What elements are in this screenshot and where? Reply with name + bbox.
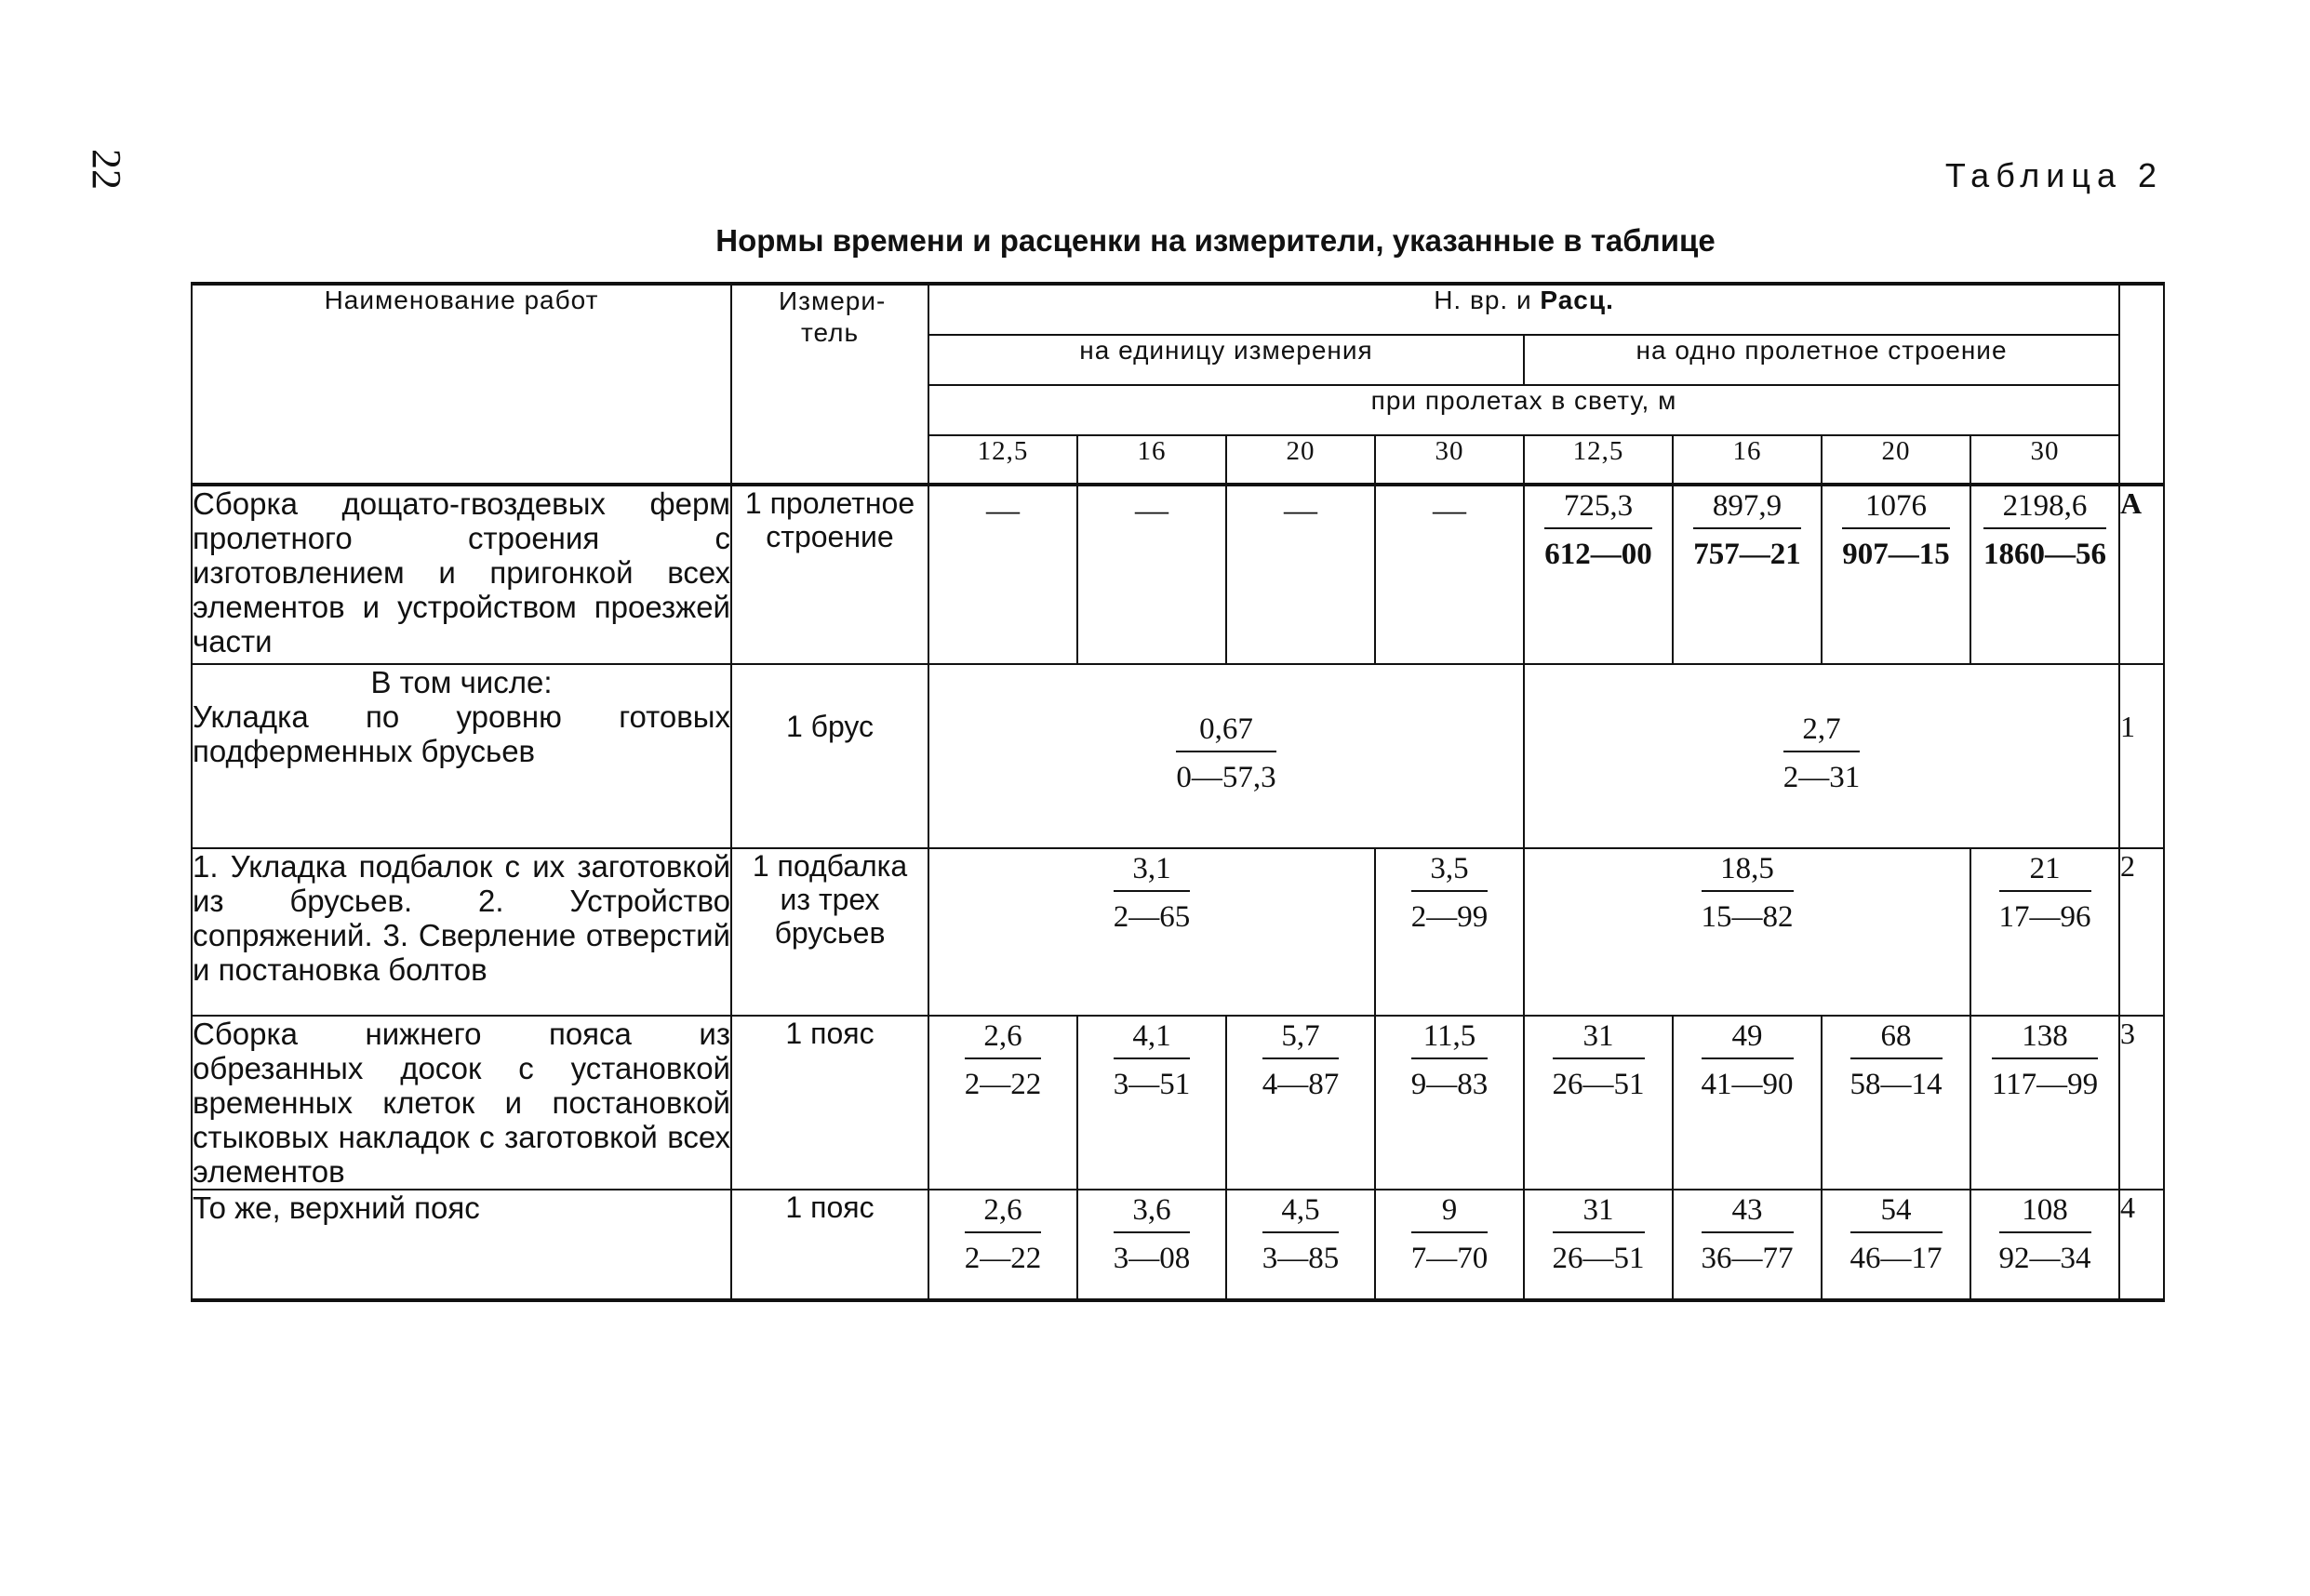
time-norm: 3,5 bbox=[1411, 849, 1489, 892]
time-norm: 108 bbox=[1999, 1190, 2091, 1233]
span-header: 20 bbox=[1822, 435, 1970, 485]
time-norm: 68 bbox=[1850, 1017, 1943, 1059]
unit-cell bbox=[731, 848, 928, 1016]
rate: 3—51 bbox=[1113, 1068, 1191, 1101]
per-unit-header: на единицу измерения bbox=[928, 335, 1524, 385]
time-norm: 54 bbox=[1850, 1190, 1943, 1233]
norm-fraction bbox=[1114, 849, 1191, 937]
time-norm: 31 bbox=[1553, 1017, 1645, 1059]
empty-dash: — bbox=[986, 491, 1020, 528]
rate: 612—00 bbox=[1544, 538, 1652, 571]
span-header: 16 bbox=[1077, 435, 1226, 485]
work-name-cell: Сборка нижнего пояса из обрезанных досок с установкой временных клеток и постановкой стыковых накладок с заготовкой всех элементов bbox=[193, 1017, 730, 1189]
empty-dash: — bbox=[1433, 491, 1466, 528]
rate: 17—96 bbox=[1998, 900, 2091, 934]
norm-fraction bbox=[1553, 1017, 1645, 1104]
work-name-header: Наименование работ bbox=[192, 284, 731, 485]
norm-fraction bbox=[1992, 1017, 2098, 1104]
rate: 3—08 bbox=[1113, 1242, 1191, 1275]
span-header: 30 bbox=[1375, 435, 1524, 485]
norm-fraction bbox=[1850, 1190, 1943, 1278]
table-row bbox=[192, 1016, 2164, 1190]
hv-header-bold: Расц. bbox=[1540, 286, 1614, 314]
norm-fraction bbox=[1983, 486, 2106, 574]
value-cell bbox=[1226, 1016, 1375, 1190]
table-row bbox=[192, 664, 2164, 848]
time-norm: 49 bbox=[1702, 1017, 1794, 1059]
rate: 117—99 bbox=[1991, 1068, 2099, 1101]
norm-fraction bbox=[1544, 486, 1652, 574]
time-norm: 9 bbox=[1411, 1190, 1489, 1233]
header-row-1 bbox=[192, 284, 2164, 335]
row-mark: А bbox=[2119, 485, 2164, 664]
norm-fraction bbox=[1553, 1190, 1645, 1278]
unit-text: 1 подбалка из трех брусьев bbox=[752, 849, 908, 950]
table-label: Таблица 2 bbox=[1944, 156, 2163, 194]
time-norm: 2,7 bbox=[1783, 710, 1861, 752]
rate: 26—51 bbox=[1552, 1242, 1645, 1275]
norm-fraction bbox=[1411, 1017, 1489, 1104]
rate: 15—82 bbox=[1701, 900, 1794, 934]
work-name-cell: То же, верхний пояс bbox=[192, 1190, 731, 1300]
value-cell bbox=[1822, 1190, 1970, 1300]
norm-fraction bbox=[1783, 710, 1861, 797]
empty-dash: — bbox=[1135, 491, 1168, 528]
norm-fraction bbox=[1411, 1190, 1489, 1278]
time-norm: 2,6 bbox=[965, 1190, 1042, 1233]
norm-fraction bbox=[1702, 1190, 1794, 1278]
rate: 2—22 bbox=[964, 1242, 1042, 1275]
hv-header bbox=[928, 284, 2119, 335]
time-norm: 4,1 bbox=[1114, 1017, 1191, 1059]
rate: 3—85 bbox=[1262, 1242, 1340, 1275]
value-cell bbox=[1524, 1190, 1673, 1300]
rate: 36—77 bbox=[1701, 1242, 1794, 1275]
value-cell bbox=[1375, 1016, 1524, 1190]
empty-dash: — bbox=[1284, 491, 1317, 528]
span-header: 12,5 bbox=[1524, 435, 1673, 485]
row-mark: 3 bbox=[2119, 1016, 2164, 1190]
rate: 7—70 bbox=[1410, 1242, 1489, 1275]
norm-fraction bbox=[1411, 849, 1489, 937]
rate: 41—90 bbox=[1701, 1068, 1794, 1101]
norm-fraction bbox=[1842, 486, 1950, 574]
value-cell bbox=[1822, 1016, 1970, 1190]
time-norm: 1076 bbox=[1842, 486, 1950, 529]
work-name-text: Укладка по уровню готовых подферменных брусьев bbox=[193, 699, 730, 768]
norm-fraction bbox=[965, 1190, 1042, 1278]
rate: 26—51 bbox=[1552, 1068, 1645, 1101]
table-title: Нормы времени и расценки на измерители, указанные в таблице bbox=[715, 223, 1716, 258]
unit-header-label: Измери-тель bbox=[779, 286, 887, 347]
work-name-cell: 1. Укладка подбалок с их заготовкой из брусьев. 2. Устройство сопряжений. 3. Сверление отверстий и постановка болтов bbox=[192, 848, 731, 1016]
time-norm: 2198,6 bbox=[1983, 486, 2106, 529]
time-norm: 11,5 bbox=[1411, 1017, 1489, 1059]
time-norm: 21 bbox=[1999, 849, 2091, 892]
value-cell bbox=[1673, 1190, 1822, 1300]
value-cell bbox=[1970, 1016, 2119, 1190]
value-cell bbox=[1077, 1016, 1226, 1190]
norm-fraction bbox=[1114, 1190, 1191, 1278]
time-norm: 0,67 bbox=[1176, 710, 1275, 752]
table-row bbox=[192, 485, 2164, 664]
rate: 2—22 bbox=[964, 1068, 1042, 1101]
time-norm: 31 bbox=[1553, 1190, 1645, 1233]
norm-fraction bbox=[1114, 1017, 1191, 1104]
rate: 1860—56 bbox=[1983, 538, 2107, 571]
row-mark: 4 bbox=[2119, 1190, 2164, 1300]
value-cell bbox=[1375, 485, 1524, 664]
time-norm: 897,9 bbox=[1693, 486, 1801, 529]
value-cell bbox=[1375, 1190, 1524, 1300]
rate: 4—87 bbox=[1262, 1068, 1340, 1101]
value-cell bbox=[1524, 664, 2119, 848]
value-cell bbox=[1524, 848, 1970, 1016]
rate: 9—83 bbox=[1410, 1068, 1489, 1101]
value-cell bbox=[1077, 1190, 1226, 1300]
table-row bbox=[192, 1190, 2164, 1300]
span-header: 16 bbox=[1673, 435, 1822, 485]
value-cell bbox=[1375, 848, 1524, 1016]
value-cell bbox=[928, 1016, 1077, 1190]
time-norm: 138 bbox=[1992, 1017, 2098, 1059]
value-cell bbox=[1822, 485, 1970, 664]
rate: 46—17 bbox=[1849, 1242, 1943, 1275]
unit-cell: 1 пролетное строение bbox=[731, 485, 928, 664]
value-cell bbox=[1970, 1190, 2119, 1300]
rate: 2—31 bbox=[1783, 761, 1861, 794]
span-header: 12,5 bbox=[928, 435, 1077, 485]
work-name-cell bbox=[192, 664, 731, 848]
norm-fraction bbox=[1850, 1017, 1943, 1104]
value-cell bbox=[1970, 848, 2119, 1016]
norm-fraction bbox=[1262, 1190, 1340, 1278]
work-name-cell: Сборка дощато-гвоздевых ферм пролетного строения с изготовлением и пригонкой всех элементов и устройством проезжей части bbox=[192, 485, 731, 664]
time-norm: 725,3 bbox=[1544, 486, 1652, 529]
unit-header bbox=[731, 284, 928, 485]
norm-fraction bbox=[1702, 1017, 1794, 1104]
rate: 92—34 bbox=[1998, 1242, 2091, 1275]
unit-cell: 1 брус bbox=[731, 664, 928, 848]
rate: 907—15 bbox=[1842, 538, 1950, 571]
unit-cell: 1 пояс bbox=[731, 1190, 928, 1300]
rate: 2—65 bbox=[1113, 900, 1191, 934]
norm-fraction bbox=[1999, 849, 2091, 937]
time-norm: 18,5 bbox=[1702, 849, 1794, 892]
span-header: 20 bbox=[1226, 435, 1375, 485]
span-header: 30 bbox=[1970, 435, 2119, 485]
time-norm: 5,7 bbox=[1262, 1017, 1340, 1059]
value-cell bbox=[1226, 485, 1375, 664]
value-cell bbox=[928, 485, 1077, 664]
value-cell bbox=[928, 1190, 1077, 1300]
value-cell bbox=[928, 848, 1375, 1016]
value-cell bbox=[1077, 485, 1226, 664]
time-norm: 4,5 bbox=[1262, 1190, 1340, 1233]
norm-fraction bbox=[1176, 710, 1275, 797]
rate: 2—99 bbox=[1410, 900, 1489, 934]
value-cell bbox=[928, 664, 1524, 848]
unit-cell: 1 пояс bbox=[731, 1016, 928, 1190]
time-norm: 2,6 bbox=[965, 1017, 1042, 1059]
rate: 58—14 bbox=[1849, 1068, 1943, 1101]
row-mark: 1 bbox=[2119, 664, 2164, 848]
page-number: 22 bbox=[84, 149, 129, 190]
time-norm: 3,1 bbox=[1114, 849, 1191, 892]
norm-fraction bbox=[965, 1017, 1042, 1104]
norm-fraction bbox=[1262, 1017, 1340, 1104]
norms-table bbox=[191, 282, 2165, 1302]
rate: 0—57,3 bbox=[1176, 761, 1276, 794]
value-cell bbox=[1226, 1190, 1375, 1300]
table-row bbox=[192, 848, 2164, 1016]
work-intro: В том числе: bbox=[370, 665, 553, 699]
hv-header-prefix: Н. вр. и bbox=[1434, 286, 1541, 314]
norm-fraction bbox=[1702, 849, 1794, 937]
norm-fraction bbox=[1693, 486, 1801, 574]
time-norm: 3,6 bbox=[1114, 1190, 1191, 1233]
per-span-header: на одно пролетное строение bbox=[1524, 335, 2119, 385]
value-cell bbox=[1524, 1016, 1673, 1190]
value-cell bbox=[1970, 485, 2119, 664]
value-cell bbox=[1673, 485, 1822, 664]
norm-fraction bbox=[1999, 1190, 2091, 1278]
time-norm: 43 bbox=[1702, 1190, 1794, 1233]
value-cell bbox=[1673, 1016, 1822, 1190]
rate: 757—21 bbox=[1693, 538, 1801, 571]
value-cell bbox=[1524, 485, 1673, 664]
spans-header: при пролетах в свету, м bbox=[928, 385, 2119, 435]
mark-header bbox=[2119, 284, 2164, 485]
row-mark: 2 bbox=[2119, 848, 2164, 1016]
